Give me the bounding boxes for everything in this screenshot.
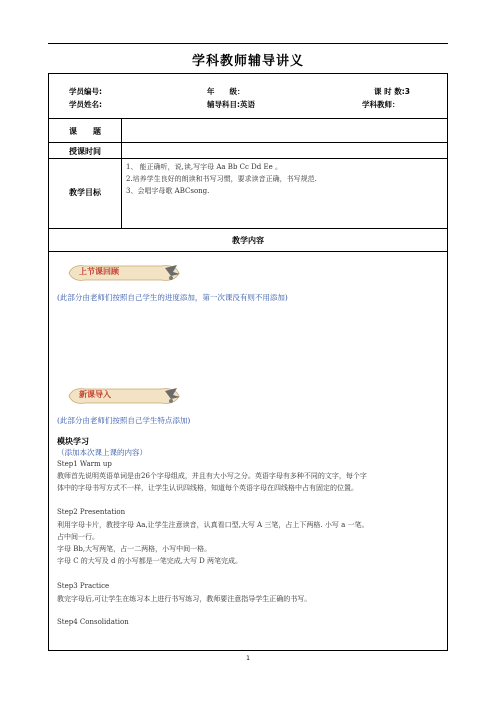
step3-line: 教完字母后,可让学生在练习本上进行书写练习，教师要注意指导学生正确的书写。 <box>57 595 312 603</box>
document-title: 学科教师辅导讲义 <box>191 54 304 69</box>
page-number: 1 <box>246 655 250 662</box>
teaching-goals-label: 教学目标 <box>69 188 101 197</box>
student-id-label: 学员编号: <box>69 87 102 96</box>
grade-label: 年 级： <box>207 87 245 96</box>
step1-line: 体中的字母书写方式不一样，让学生认识四线格，知道每个英语字母在四线格中占有固定的位置。 <box>57 484 358 492</box>
class-time-label: 授课时间 <box>69 147 101 156</box>
label-column-divider <box>121 119 122 229</box>
info-row <box>49 74 447 119</box>
topic-label: 课 题 <box>69 127 101 136</box>
new-lesson-note: (此部分由老师们按照自己学生特点添加) <box>57 416 191 425</box>
header-rule <box>48 43 448 44</box>
goal-item: 2.培养学生良好的朗读和书写习惯，要求读音正确，书写规范. <box>126 175 317 183</box>
student-name-label: 学员姓名: <box>69 100 102 109</box>
content-area <box>49 252 447 650</box>
step4-title: Step4 Consolidation <box>57 618 129 626</box>
topic-row <box>49 119 447 143</box>
goal-item: 1、 能正确听，说,读,写字母 Aa Bb Cc Dd Ee 。 <box>126 163 282 171</box>
teaching-content-heading: 教学内容 <box>232 236 264 245</box>
step2-line: 字母 Bb,大写两笔，占一二两格，小写中间一格。 <box>57 545 212 553</box>
review-banner-label: 上节课回顾 <box>79 267 119 276</box>
module-title: 模块学习 <box>57 437 89 446</box>
step3-title: Step3 Practice <box>57 582 110 590</box>
step2-line: 利用字母卡片，教授字母 Aa,让学生注意读音，认真看口型,大写 A 三笔，占上下两格. 小写 a 一笔。 <box>57 521 369 529</box>
goal-item: 3、会唱字母歌 ABCsong. <box>126 187 210 195</box>
step2-title: Step2 Presentation <box>57 508 126 516</box>
teacher-label: 学科教师： <box>362 100 400 109</box>
step2-line: 占中间一行。 <box>57 533 99 541</box>
content-header-row <box>49 229 447 252</box>
goals-row <box>49 159 447 229</box>
lesson-table <box>48 73 448 651</box>
module-note: （添加本次课上课的内容） <box>57 448 147 457</box>
review-note: (此部分由老师们按照自己学生的进度添加，第一次课没有则不用添加) <box>57 293 288 302</box>
step1-line: 教师首先说明英语单词是由26个字母组成，并且有大小写之分。英语字母有多种不同的文字，每个字 <box>57 472 367 480</box>
new-lesson-banner-label: 新课导入 <box>79 390 111 399</box>
subject-label: 辅导科目:英语 <box>207 100 255 109</box>
review-banner <box>65 262 183 284</box>
new-lesson-banner <box>65 385 183 407</box>
step2-line: 字母 C 的大写及 d 的小写都是一笔完成,大写 D 两笔完成。 <box>57 557 243 565</box>
time-row <box>49 143 447 159</box>
step1-title: Step1 Warm up <box>57 460 112 468</box>
class-hours-label: 课 时 数:3 <box>374 87 410 96</box>
